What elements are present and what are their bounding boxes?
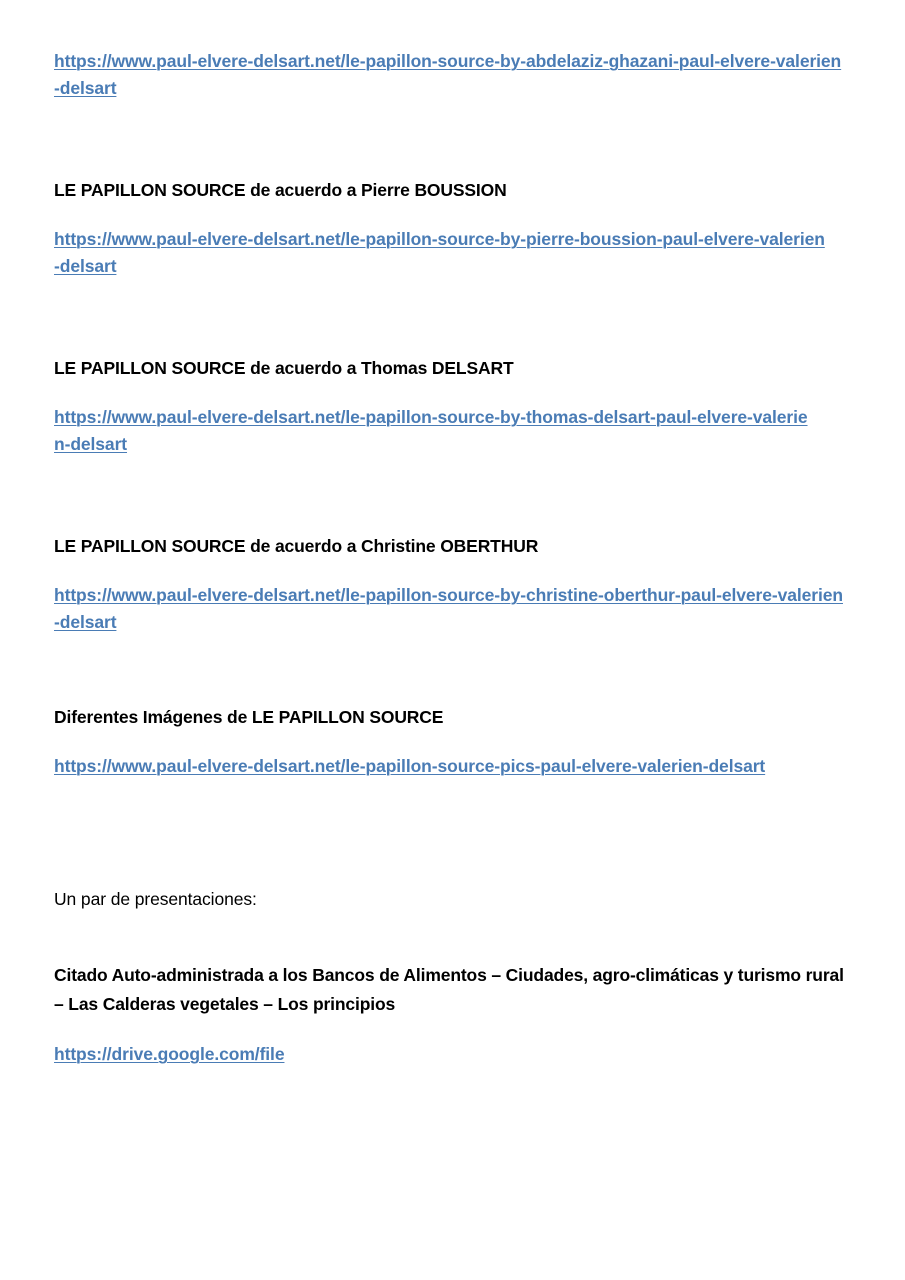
spacer [54, 1019, 847, 1041]
spacer [54, 280, 847, 355]
paragraph-link-christine-oberthur [54, 582, 844, 636]
paragraph-un-par-de-presentaciones: Un par de presentaciones: [54, 889, 257, 909]
paragraph-link-thomas-delsart [54, 404, 816, 458]
link-papillon-source-pics[interactable]: https://www.paul-elvere-delsart.net/le-papillon-source-pics-paul-elvere-valerien-delsart [54, 756, 766, 776]
link-thomas-delsart[interactable]: https://www.paul-elvere-delsart.net/le-papillon-source-by-thomas-delsart-paul-elvere-valerien-delsart [54, 407, 808, 454]
spacer [54, 636, 847, 704]
link-pierre-boussion[interactable]: https://www.paul-elvere-delsart.net/le-papillon-source-by-pierre-boussion-paul-elvere-valerien-delsart [54, 229, 825, 276]
heading-christine-oberthur: LE PAPILLON SOURCE de acuerdo a Christine OBERTHUR [54, 536, 539, 556]
paragraph-link-google-drive [54, 1041, 847, 1068]
link-christine-oberthur[interactable]: https://www.paul-elvere-delsart.net/le-papillon-source-by-christine-oberthur-paul-elvere-valerien-delsart [54, 585, 843, 632]
spacer [54, 731, 847, 753]
link-abdelaziz-ghazani[interactable]: https://www.paul-elvere-delsart.net/le-papillon-source-by-abdelaziz-ghazani-paul-elvere-valerien-delsart [54, 51, 842, 98]
spacer [54, 560, 847, 582]
paragraph-link-papillon-source-pics [54, 753, 829, 780]
spacer [54, 204, 847, 226]
heading-diferentes-imagenes: Diferentes Imágenes de LE PAPILLON SOURCE [54, 707, 444, 727]
spacer [54, 382, 847, 404]
spacer [54, 102, 847, 177]
spacer [54, 913, 847, 961]
paragraph-link-pierre-boussion [54, 226, 826, 280]
spacer [54, 458, 847, 533]
spacer [54, 780, 847, 886]
heading-thomas-delsart: LE PAPILLON SOURCE de acuerdo a Thomas DELSART [54, 358, 514, 378]
link-google-drive[interactable]: https://drive.google.com/file [54, 1044, 285, 1064]
heading-pierre-boussion: LE PAPILLON SOURCE de acuerdo a Pierre BOUSSION [54, 180, 507, 200]
paragraph-link-abdelaziz-ghazani [54, 48, 844, 102]
paragraph-citado-auto-administrada: Citado Auto-administrada a los Bancos de Alimentos – Ciudades, agro-climáticas y turismo rural – Las Calderas vegetales – Los principios [54, 965, 844, 1014]
